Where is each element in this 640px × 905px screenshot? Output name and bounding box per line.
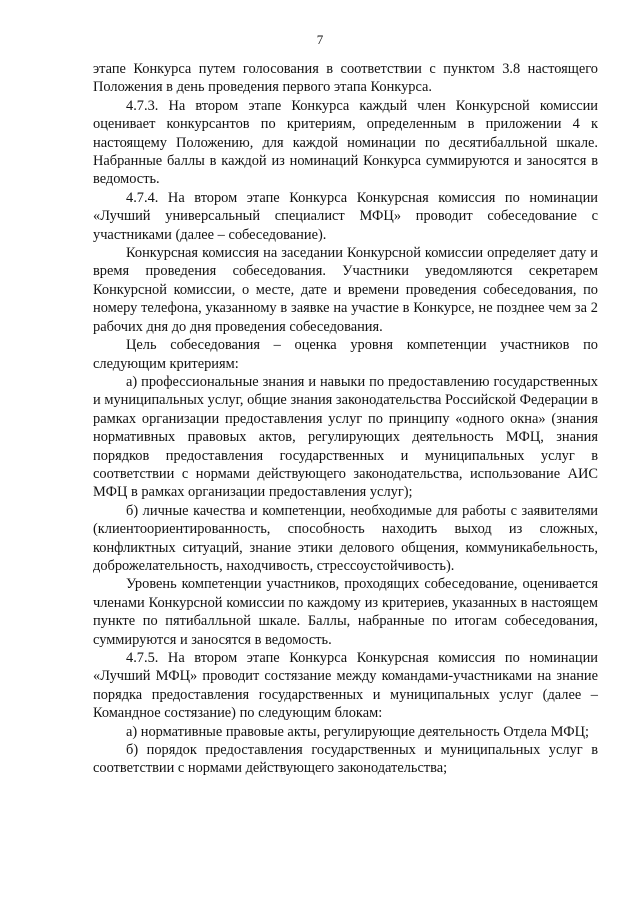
paragraph-4-7-5: 4.7.5. На втором этапе Конкурса Конкурсная комиссия по номинации «Лучший МФЦ» проводит состязание между командами-участниками на знание порядка предоставления государственных и муниципальных услуг (далее – Командное состязание) по следующим блокам: <box>93 650 598 722</box>
list-item-b-personal-qualities: б) личные качества и компетенции, необходимые для работы с заявителями (клиентоориентированность, способность находить выход из сложных, конфликтных ситуаций, знание этики делового общения, коммуникабельность, доброжелательность, находчивость, стрессоустойчивость). <box>93 502 598 574</box>
document-body <box>93 60 598 778</box>
paragraph-interview-schedule: Конкурсная комиссия на заседании Конкурсной комиссии определяет дату и время проведения собеседования. Участники уведомляются секретарем Конкурсной комиссии, о месте, дате и времени проведения собеседования, по номеру телефона, указанному в заявке на участие в Конкурсе, не позднее чем за 2 рабочих дня до дня проведения собеседования. <box>93 245 598 335</box>
list-item-a-professional-skills: а) профессиональные знания и навыки по предоставлению государственных и муниципальных услуг, общие знания законодательства Российской Федерации в рамках организации предоставления услуг по принципу «одного окна» (знания нормативных правовых актов, регулирующих деятельность МФЦ, знания порядков предоставления государственных и муниципальных услуг в соответствии с нормами действующего законодательства, использование АИС МФЦ в рамках организации предоставления услуг); <box>93 373 598 501</box>
page-number: 7 <box>316 32 324 47</box>
paragraph-competence-evaluation: Уровень компетенции участников, проходящих собеседование, оценивается членами Конкурсной комиссии по каждому из критериев, указанных в настоящем пункте по пятибалльной шкале. Баллы, набранные по итогам собеседования, суммируются и заносятся в ведомость. <box>93 576 598 648</box>
list-item-b-service-procedure: б) порядок предоставления государственных и муниципальных услуг в соответствии с нормами действующего законодательства; <box>93 742 598 777</box>
paragraph-4-7-3: 4.7.3. На втором этапе Конкурса каждый член Конкурсной комиссии оценивает конкурсантов по критериям, определенным в приложении 4 к настоящему Положению, для каждой номинации по десятибалльной шкале. Набранные баллы в каждой из номинаций Конкурса суммируются и заносятся в ведомость. <box>93 97 598 188</box>
paragraph-continuation: этапе Конкурса путем голосования в соответствии с пунктом 3.8 настоящего Положения в день проведения первого этапа Конкурса. <box>93 61 598 96</box>
paragraph-4-7-4: 4.7.4. На втором этапе Конкурса Конкурсная комиссия по номинации «Лучший универсальный специалист МФЦ» проводит собеседование с участниками (далее – собеседование). <box>93 189 598 243</box>
paragraph-interview-goal: Цель собеседования – оценка уровня компетенции участников по следующим критериям: <box>93 337 598 372</box>
list-item-a-regulatory-acts: а) нормативные правовые акты, регулирующие деятельность Отдела МФЦ; <box>126 723 590 740</box>
